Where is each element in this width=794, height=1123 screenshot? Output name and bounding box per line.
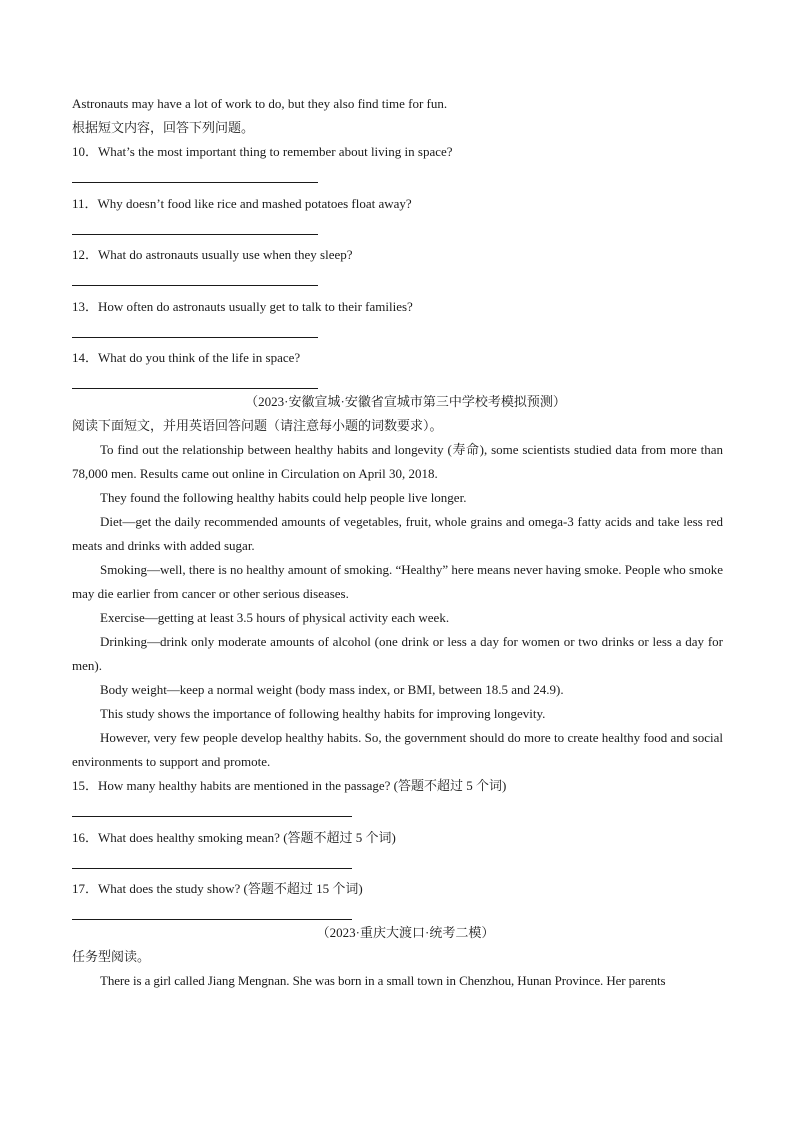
passage-paragraph: Exercise—getting at least 3.5 hours of physical activity each week. — [100, 610, 450, 625]
question-text: 17．What does the study show? (答题不超过 15 个词) — [72, 881, 363, 896]
passage-paragraph: This study shows the importance of following healthy habits for improving longevity. — [100, 706, 546, 721]
answer-line[interactable] — [72, 816, 352, 817]
question-13 — [72, 295, 723, 347]
answer-line[interactable] — [72, 234, 318, 235]
passage-paragraph: Smoking—well, there is no healthy amount of smoking. “Healthy” here means never having smoke. People who smoke may die earlier from cancer or other serious diseases. — [72, 562, 723, 601]
section2-source: （2023·安徽宣城·安徽省宣城市第三中学校考模拟预测） — [245, 394, 566, 409]
section3-source: （2023·重庆大渡口·统考二模） — [316, 925, 495, 940]
answer-line[interactable] — [72, 337, 318, 338]
document-page — [72, 92, 723, 993]
question-text: 16．What does healthy smoking mean? (答题不超过 5 个词) — [72, 829, 396, 845]
question-12 — [72, 243, 723, 295]
answer-line[interactable] — [72, 285, 318, 286]
question-text: 12．What do astronauts usually use when they sleep? — [72, 247, 353, 262]
question-10 — [72, 140, 723, 192]
question-text: 10．What’s the most important thing to remember about living in space? — [72, 144, 453, 159]
passage-paragraph: Drinking—drink only moderate amounts of alcohol (one drink or less a day for women or two drinks or less a day for men). — [72, 634, 723, 673]
answer-line[interactable] — [72, 919, 352, 920]
passage-paragraph: They found the following healthy habits could help people live longer. — [100, 490, 467, 505]
question-17 — [72, 877, 723, 921]
question-16 — [72, 826, 723, 878]
answer-line[interactable] — [72, 182, 318, 183]
passage-paragraph: There is a girl called Jiang Mengnan. She was born in a small town in Chenzhou, Hunan Province. Her parents — [100, 973, 666, 988]
passage-paragraph: However, very few people develop healthy habits. So, the government should do more to create healthy food and social environments to support and promote. — [72, 730, 723, 769]
passage-closing-line: Astronauts may have a lot of work to do, but they also find time for fun. — [72, 96, 448, 111]
answer-line[interactable] — [72, 868, 352, 869]
question-text: 13．How often do astronauts usually get to talk to their families? — [72, 298, 413, 314]
answer-line[interactable] — [72, 388, 318, 389]
section1-instruction: 根据短文内容，回答下列问题。 — [72, 120, 255, 135]
question-text: 11．Why doesn’t food like rice and mashed potatoes float away? — [72, 195, 412, 211]
question-15 — [72, 774, 723, 826]
question-text: 14．What do you think of the life in space? — [72, 350, 301, 365]
passage-paragraph: Diet—get the daily recommended amounts of vegetables, fruit, whole grains and omega-3 fatty acids and take less red meats and drinks with added sugar. — [72, 514, 723, 553]
question-14 — [72, 346, 723, 390]
section2-instruction: 阅读下面短文，并用英语回答问题（请注意每小题的词数要求）。 — [72, 418, 443, 433]
passage-paragraph: Body weight—keep a normal weight (body mass index, or BMI, between 18.5 and 24.9). — [100, 682, 564, 697]
question-11 — [72, 192, 723, 244]
question-text: 15．How many healthy habits are mentioned in the passage? (答题不超过 5 个词) — [72, 778, 507, 793]
passage-paragraph: To find out the relationship between healthy habits and longevity (寿命), some scientists studied data from more than 78,000 men. Results came out online in Circulation on April 30, 2018. — [72, 442, 723, 481]
section3-instruction: 任务型阅读。 — [72, 949, 151, 964]
